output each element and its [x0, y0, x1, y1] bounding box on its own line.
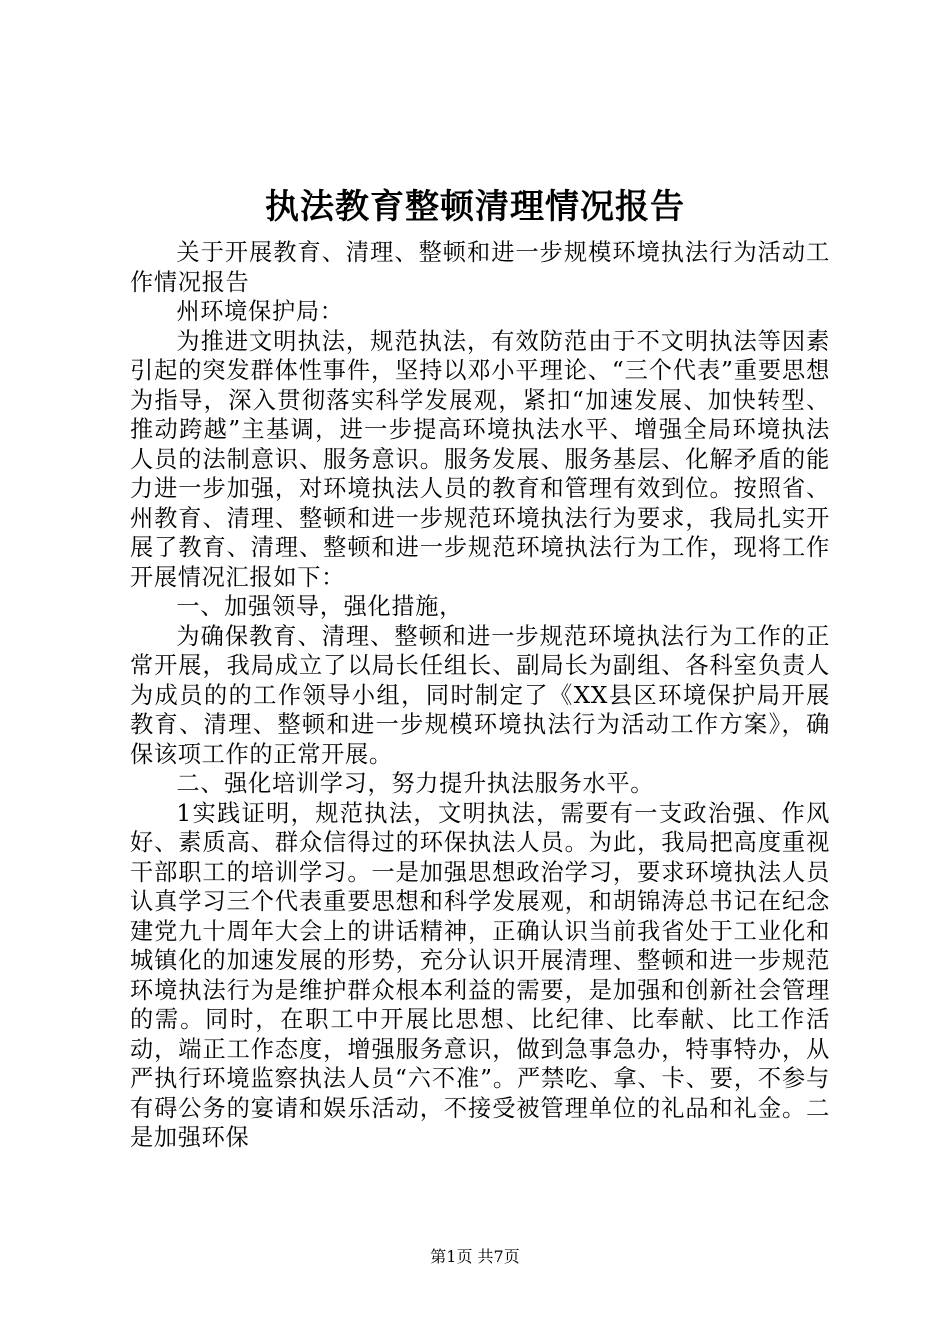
section-2-paragraph: 1实践证明，规范执法，文明执法，需要有一支政治强、作风好、素质高、群众信得过的环保执法人员。为此，我局把高度重视干部职工的培训学习。一是加强思想政治学习，要求环境执法人员认真学习三个代表重要思想和科学发展观，和胡锦涛总书记在纪念建党九十周年大会上的讲话精神，正确认识当前我省处于工业化和城镇化的加速发展的形势，充分认识开展清理、整顿和进一步规范环境执法行为是维护群众根本利益的需要，是加强和创新社会管理的需。同时，在职工中开展比思想、比纪律、比奉献、比工作活动，端正工作态度，增强服务意识，做到急事急办，特事特办，从严执行环境监察执法人员“六不准”。严禁吃、拿、卡、要，不参与有碍公务的宴请和娱乐活动，不接受被管理单位的礼品和礼金。二是加强环保: [130, 799, 830, 1151]
section-heading-2: 二、强化培训学习，努力提升执法服务水平。: [176, 770, 655, 797]
section-1-paragraph: 为确保教育、清理、整顿和进一步规范环境执法行为工作的正常开展，我局成立了以局长任组长、副局长为副组、各科室负责人为成员的的工作领导小组，同时制定了《XX县区环境保护局开展教育、清理、整顿和进一步规模环境执法行为活动工作方案》，确保该项工作的正常开展。: [130, 622, 830, 768]
section-heading-1: 一、加强领导，强化措施，: [176, 593, 464, 620]
document-body: [130, 238, 830, 1153]
subtitle-paragraph: 关于开展教育、清理、整顿和进一步规模环境执法行为活动工作情况报告: [130, 239, 830, 296]
addressee-paragraph: 州环境保护局：: [176, 298, 344, 325]
document-title: 执法教育整顿清理情况报告: [265, 187, 685, 227]
page-number-footer: 第1页 共7页: [430, 1247, 520, 1266]
intro-paragraph: 为推进文明执法，规范执法，有效防范由于不文明执法等因素引起的突发群体性事件，坚持以邓小平理论、“三个代表”重要思想为指导，深入贯彻落实科学发展观，紧扣“加速发展、加快转型、推动跨越”主基调，进一步提高环境执法水平、增强全局环境执法人员的法制意识、服务意识。服务发展、服务基层、化解矛盾的能力进一步加强，对环境执法人员的教育和管理有效到位。按照省、州教育、清理、整顿和进一步规范环境执法行为要求，我局扎实开展了教育、清理、整顿和进一步规范环境执法行为工作，现将工作开展情况汇报如下：: [130, 327, 830, 591]
